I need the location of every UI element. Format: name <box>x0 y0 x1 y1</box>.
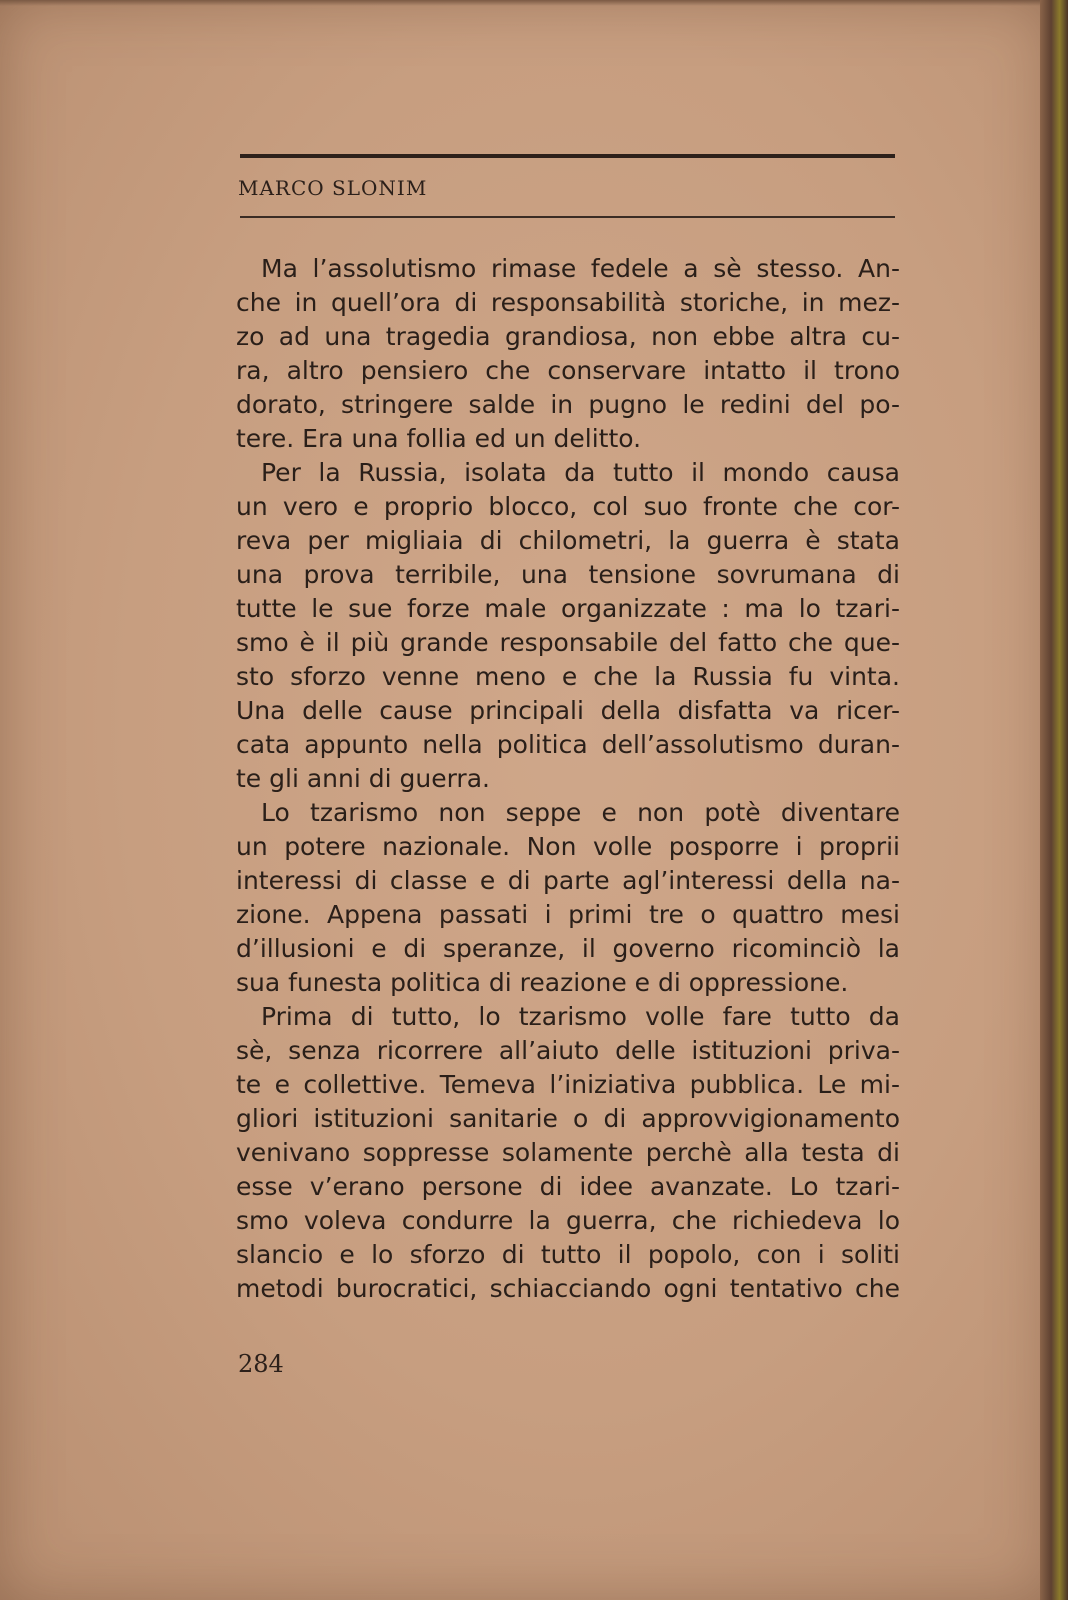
header-rule-bottom <box>240 216 895 218</box>
text-line: smo è il più grande responsabile del fatto che que- <box>236 628 900 657</box>
text-line: ra, altro pensiero che conservare intatto il trono <box>236 356 900 385</box>
text-line: una prova terribile, una tensione sovrumana di <box>236 560 900 589</box>
text-line: reva per migliaia di chilometri, la guerra è stata <box>236 526 900 555</box>
running-head: MARCO SLONIM <box>238 176 428 200</box>
text-line: smo voleva condurre la guerra, che richiedeva lo <box>236 1206 900 1235</box>
text-line: venivano soppresse solamente perchè alla testa di <box>236 1138 900 1167</box>
text-line: cata appunto nella politica dell’assolutismo duran- <box>236 730 900 759</box>
text-line: te gli anni di guerra. <box>236 764 490 793</box>
text-line: interessi di classe e di parte agl’interessi della na- <box>236 866 900 895</box>
text-line: Prima di tutto, lo tzarismo volle fare tutto da <box>236 1002 900 1031</box>
text-line: sua funesta politica di reazione e di oppressione. <box>236 968 849 997</box>
text-line: slancio e lo sforzo di tutto il popolo, con i soliti <box>236 1240 900 1269</box>
text-line: sè, senza ricorrere all’aiuto delle istituzioni priva- <box>236 1036 900 1065</box>
text-line: zione. Appena passati i primi tre o quattro mesi <box>236 900 900 929</box>
page-number: 284 <box>238 1350 284 1378</box>
text-line: Per la Russia, isolata da tutto il mondo causa <box>236 458 900 487</box>
text-line: che in quell’ora di responsabilità storiche, in mez- <box>236 288 900 317</box>
text-line: dorato, stringere salde in pugno le redini del po- <box>236 390 900 419</box>
text-line: Una delle cause principali della disfatta va ricer- <box>236 696 900 725</box>
text-line: te e collettive. Temeva l’iniziativa pubblica. Le mi- <box>236 1070 900 1099</box>
text-line: tere. Era una follia ed un delitto. <box>236 424 642 453</box>
text-line: zo ad una tragedia grandiosa, non ebbe altra cu- <box>236 322 900 351</box>
text-line: metodi burocratici, schiacciando ogni tentativo che <box>236 1274 900 1303</box>
page-top-edge <box>0 0 1050 6</box>
text-line: Lo tzarismo non seppe e non potè diventare <box>236 798 900 827</box>
text-line: gliori istituzioni sanitarie o di approvvigionamento <box>236 1104 900 1133</box>
text-line: un vero e proprio blocco, col suo fronte che cor- <box>236 492 900 521</box>
text-line: sto sforzo venne meno e che la Russia fu vinta. <box>236 662 900 691</box>
text-line: un potere nazionale. Non volle posporre i proprii <box>236 832 900 861</box>
text-line: esse v’erano persone di idee avanzate. Lo tzari- <box>236 1172 900 1201</box>
body-text <box>236 252 900 1306</box>
text-line: tutte le sue forze male organizzate : ma lo tzari- <box>236 594 900 623</box>
header-rule-top <box>240 154 895 158</box>
page-binding-edge <box>1040 0 1068 1600</box>
text-line: Ma l’assolutismo rimase fedele a sè stesso. An- <box>236 254 900 283</box>
text-line: d’illusioni e di speranze, il governo ricominciò la <box>236 934 900 963</box>
